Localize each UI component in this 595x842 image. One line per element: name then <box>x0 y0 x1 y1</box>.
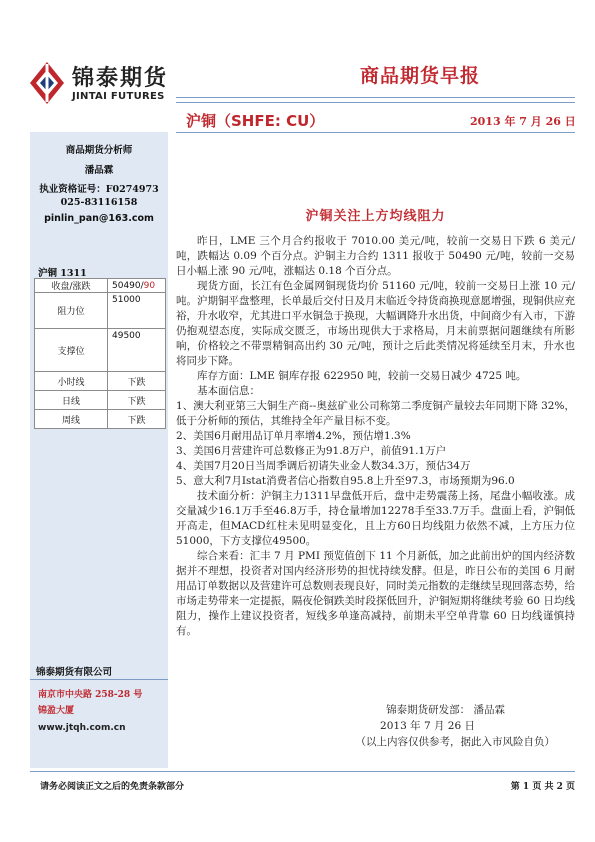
paragraph: 技术面分析：沪铜主力1311早盘低开后，盘中走势震荡上扬，尾盘小幅收涨。成交量减少16.1万手至46.8万手，持仓量增加12278手至33.7万手。盘面上看，沪铜低开高走，但MACD红柱未见明显变化，且上方60日均线阻力依然不减，上方压力位51000，下方支撑位49500。 <box>176 490 575 547</box>
table-row <box>35 372 166 391</box>
paragraph: 基本面信息： <box>197 385 260 397</box>
paragraph: 库存方面：LME 铜库存报 622950 吨，较前一交易日减少 4725 吨。 <box>197 370 527 382</box>
table-cell-label: 小时线 <box>35 372 108 391</box>
analyst-email: pinlin_pan@163.com <box>44 213 154 224</box>
disclaimer: （以上内容仅供参考，据此入市风险自负） <box>355 736 555 748</box>
footer-rule <box>30 771 575 772</box>
table-cell-value <box>108 279 166 293</box>
close-value: 50490/ <box>112 280 144 291</box>
analyst-phone: 025-83116158 <box>60 197 138 208</box>
analyst-cert: 执业资格证号：F0274973 <box>39 184 159 195</box>
table-cell-value: 51000 <box>108 293 166 329</box>
table-cell-value: 下跌 <box>108 410 166 429</box>
table-row <box>35 279 166 293</box>
list-item: 3、美国6月营建许可总数修正为91.8万户，前值91.1万户 <box>176 445 447 457</box>
header-rule <box>176 97 575 98</box>
sign-dept: 锦泰期货研发部： 潘品霖 <box>386 704 505 716</box>
jintai-logo-icon <box>30 62 64 104</box>
analyst-title: 商品期货分析师 <box>65 145 133 156</box>
table-cell-label: 周线 <box>35 410 108 429</box>
list-item: 5、意大利7月Istat消费者信心指数自95.8上升至97.3，市场预期为96.0 <box>176 475 515 487</box>
report-subject: 沪铜（SHFE: CU） <box>186 112 325 130</box>
subject-rule <box>176 132 575 133</box>
list-item: 4、美国7月20日当周季调后初请失业金人数34.3万，预估34万 <box>176 460 471 472</box>
sign-date: 2013 年 7 月 26 日 <box>380 720 475 732</box>
contract-table <box>34 278 166 429</box>
table-row <box>35 293 166 329</box>
footer-notice: 请务必阅读正文之后的免责条款部分 <box>40 782 185 792</box>
report-date: 2013 年 7 月 26 日 <box>470 115 576 128</box>
sidebar <box>30 132 168 768</box>
report-title: 商品期货早报 <box>359 65 480 87</box>
table-row <box>35 410 166 429</box>
table-cell-label: 阻力位 <box>35 293 108 329</box>
table-cell-value: 下跌 <box>108 391 166 410</box>
contract-label: 沪铜 1311 <box>38 268 87 279</box>
table-cell-label: 收盘/涨跌 <box>35 279 108 293</box>
paragraph: 综合来看：汇丰 7 月 PMI 预览值创下 11 个月新低，加之此前出炉的国内经济数据并不理想，投资者对国内经济形势的担忧持续发酵。但是，昨日公布的美国 6 月耐用品订单数据以及营建许可总数则表现良好，同时美元指数的走继续呈现回落态势，给市场走势带来一定提振，隔夜伦铜跌美时段探低回升，沪铜短期将继续考验 60 日均线阻力，操作上建议投资者，短线多单逢高减持，前期未平空单背靠 60 日均线谨慎持有。 <box>176 550 575 637</box>
header-rule <box>176 102 575 103</box>
logo-text-en: JINTAI FUTURES <box>72 91 165 102</box>
table-cell-value: 49500 <box>108 329 166 372</box>
table-cell-label: 支撑位 <box>35 329 108 372</box>
company-building: 锦盈大厦 <box>38 706 75 716</box>
table-row <box>35 329 166 372</box>
list-item: 1、澳大利亚第三大铜生产商--奥兹矿业公司称第二季度铜产量较去年同期下降 32%，低于分析师的预估，其维持全年产量目标不变。 <box>176 400 575 427</box>
list-item: 2、美国6月耐用品订单月率增4.2%，预估增1.3% <box>176 430 411 442</box>
company-address: 南京市中央路 258-28 号 <box>38 690 143 700</box>
page-number: 第 1 页 共 2 页 <box>510 782 575 792</box>
table-row <box>35 391 166 410</box>
change-value: 90 <box>143 280 156 291</box>
paragraph: 昨日，LME 三个月合约报收于 7010.00 美元/吨，较前一交易日下跌 6 美元/吨，跌幅达 0.09 个百分点。沪铜主力合约 1311 报收于 50490 元/吨，较前一交易日小幅上涨 90 元/吨，涨幅达 0.18 个百分点。 <box>176 235 575 277</box>
logo-text-cn: 锦泰期货 <box>72 65 169 91</box>
sidebar-rule <box>30 679 168 680</box>
table-cell-label: 日线 <box>35 391 108 410</box>
article-headline: 沪铜关注上方均线阻力 <box>305 209 446 224</box>
company-website[interactable]: www.jtqh.com.cn <box>38 723 126 733</box>
article-body <box>176 234 575 639</box>
paragraph: 现货方面，长江有色金属网铜现货均价 51160 元/吨，较前一交易日上涨 10 元/吨。沪期铜平盘整理，长单最后交付日及月末临近令持货商换现意愿增强，现铜供应充裕，升水收窄，尤其进口平水铜急于换现，大幅调降升水出货，中间商少有入市，下游仍抱观望态度，实际成交匮乏，市场出现供大于求格局，月末前票据问题继续有所影响，价格较之不带票精铜高出约 30 元/吨，预计之后此类情况将延续至月末，升水也将同步下降。 <box>176 280 575 367</box>
company-name: 锦泰期货有限公司 <box>36 667 113 678</box>
table-cell-value: 下跌 <box>108 372 166 391</box>
analyst-name: 潘品霖 <box>84 165 114 176</box>
